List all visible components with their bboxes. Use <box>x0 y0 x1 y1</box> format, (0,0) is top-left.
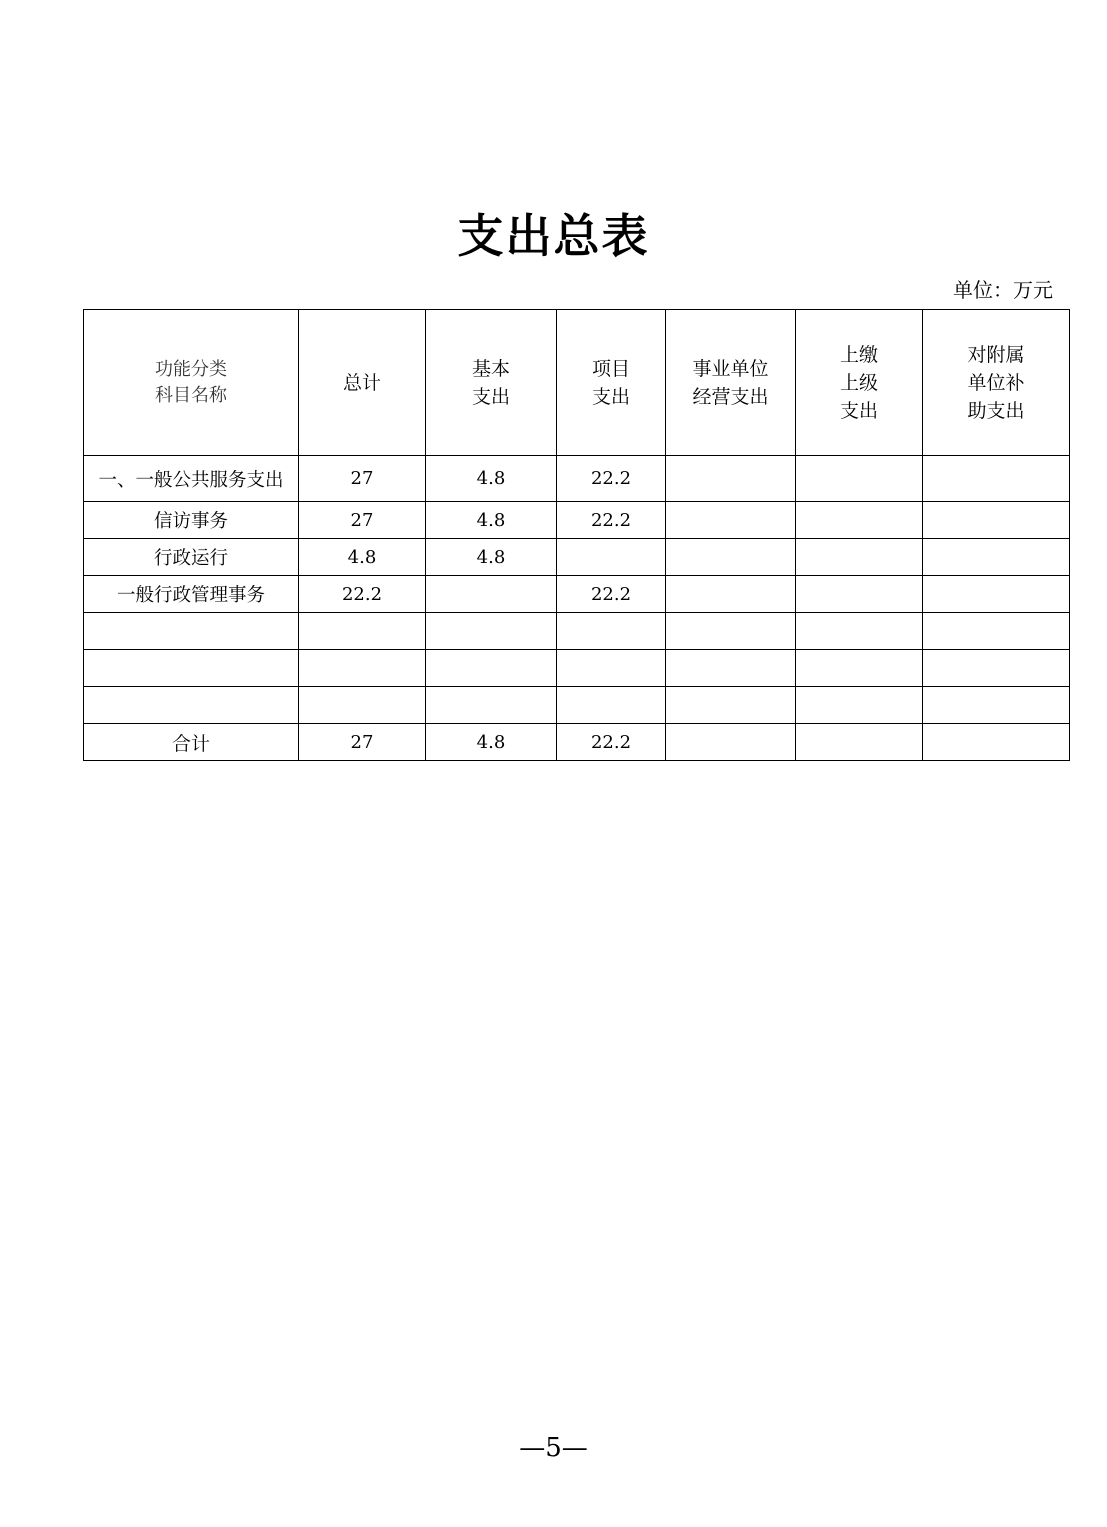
row-basic <box>426 576 557 613</box>
header-line: 支出 <box>839 399 878 422</box>
row-remit <box>796 576 923 613</box>
row-total <box>299 650 426 687</box>
header-line: 支出 <box>591 385 630 408</box>
row-business <box>666 539 796 576</box>
row-remit <box>796 613 923 650</box>
row-subsidy <box>923 539 1070 576</box>
header-line: 支出 <box>471 385 510 408</box>
page-number: —5— <box>519 1433 588 1463</box>
table-row <box>84 539 1070 576</box>
table-row <box>84 650 1070 687</box>
table-totals-row <box>84 724 1070 761</box>
row-project: 22.2 <box>557 502 666 539</box>
header-line: 科目名称 <box>155 384 227 406</box>
row-project <box>557 687 666 724</box>
row-name <box>84 650 299 687</box>
header-line: 上缴 <box>839 343 878 366</box>
row-project: 22.2 <box>557 456 666 502</box>
row-business <box>666 576 796 613</box>
row-basic: 4.8 <box>426 539 557 576</box>
row-total: 27 <box>299 456 426 502</box>
row-name: 行政运行 <box>84 539 299 576</box>
row-remit <box>796 502 923 539</box>
row-business <box>666 502 796 539</box>
header-cell-project <box>557 310 666 456</box>
totals-subsidy <box>923 724 1070 761</box>
row-subsidy <box>923 502 1070 539</box>
row-subsidy <box>923 576 1070 613</box>
row-business <box>666 687 796 724</box>
unit-label: 单位：万元 <box>953 278 1053 302</box>
totals-basic: 4.8 <box>426 724 557 761</box>
header-line: 基本 <box>471 357 510 380</box>
row-project <box>557 650 666 687</box>
row-name: 一、一般公共服务支出 <box>84 456 299 502</box>
row-name <box>84 687 299 724</box>
row-business <box>666 456 796 502</box>
header-line: 事业单位 <box>692 357 769 380</box>
row-total: 27 <box>299 502 426 539</box>
header-cell-remit <box>796 310 923 456</box>
row-project <box>557 613 666 650</box>
row-remit <box>796 687 923 724</box>
totals-business <box>666 724 796 761</box>
row-name: 一般行政管理事务 <box>84 576 299 613</box>
header-line: 单位补 <box>967 371 1025 394</box>
row-basic: 4.8 <box>426 502 557 539</box>
header-line: 项目 <box>591 357 630 380</box>
table-row <box>84 456 1070 502</box>
row-business <box>666 613 796 650</box>
table-row <box>84 613 1070 650</box>
header-line: 对附属 <box>967 343 1025 366</box>
header-line: 总计 <box>342 371 381 394</box>
row-subsidy <box>923 650 1070 687</box>
expenditure-summary-table <box>83 309 1070 761</box>
table-header-row <box>84 310 1070 456</box>
header-line: 经营支出 <box>692 385 769 408</box>
header-line: 功能分类 <box>155 358 227 380</box>
table-row <box>84 687 1070 724</box>
table-row <box>84 502 1070 539</box>
row-remit <box>796 539 923 576</box>
page-title: 支出总表 <box>457 209 650 263</box>
row-subsidy <box>923 613 1070 650</box>
row-subsidy <box>923 456 1070 502</box>
row-project <box>557 539 666 576</box>
totals-remit <box>796 724 923 761</box>
row-business <box>666 650 796 687</box>
totals-project: 22.2 <box>557 724 666 761</box>
row-remit <box>796 456 923 502</box>
row-name <box>84 613 299 650</box>
row-total <box>299 687 426 724</box>
header-cell-total <box>299 310 426 456</box>
row-subsidy <box>923 687 1070 724</box>
row-basic <box>426 650 557 687</box>
header-line: 上级 <box>839 371 878 394</box>
row-basic: 4.8 <box>426 456 557 502</box>
header-cell-category <box>84 310 299 456</box>
row-basic <box>426 687 557 724</box>
row-remit <box>796 650 923 687</box>
row-total <box>299 613 426 650</box>
row-basic <box>426 613 557 650</box>
table-row <box>84 576 1070 613</box>
header-line: 助支出 <box>967 399 1025 422</box>
header-cell-basic <box>426 310 557 456</box>
header-cell-business <box>666 310 796 456</box>
header-cell-subsidy <box>923 310 1070 456</box>
row-total: 4.8 <box>299 539 426 576</box>
totals-label: 合计 <box>84 724 299 761</box>
row-name: 信访事务 <box>84 502 299 539</box>
totals-total: 27 <box>299 724 426 761</box>
row-total: 22.2 <box>299 576 426 613</box>
row-project: 22.2 <box>557 576 666 613</box>
